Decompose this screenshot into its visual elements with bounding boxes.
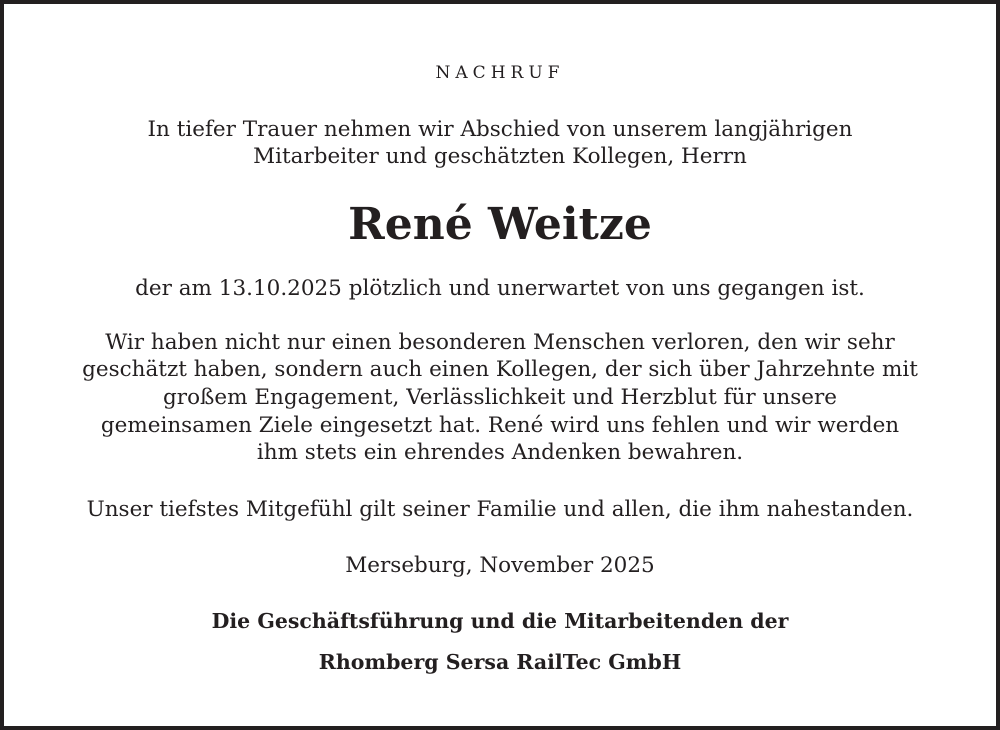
place-date: Merseburg, November 2025: [345, 553, 655, 578]
date-line: der am 13.10.2025 plötzlich und unerwartet von uns gegangen ist.: [135, 276, 865, 301]
body-line-5: ihm stets ein ehrendes Andenken bewahren.: [256, 440, 744, 465]
body-line-2: geschätzt haben, sondern auch einen Kollegen, der sich über Jahrzehnte mit: [82, 357, 918, 382]
body-line-4: gemeinsamen Ziele eingesetzt hat. René wird uns fehlen und wir werden: [100, 413, 900, 438]
intro-line-2: Mitarbeiter und geschätzten Kollegen, Herrn: [253, 144, 747, 169]
condolence-line: Unser tiefstes Mitgefühl gilt seiner Familie und allen, die ihm nahestanden.: [86, 497, 914, 522]
signature-company: Rhomberg Sersa RailTec GmbH: [318, 650, 682, 674]
signature-line-1: Die Geschäftsführung und die Mitarbeitenden der: [211, 609, 789, 633]
body-line-1: Wir haben nicht nur einen besonderen Menschen verloren, den wir sehr: [105, 330, 895, 355]
intro-line-1: In tiefer Trauer nehmen wir Abschied von unserem langjährigen: [147, 117, 853, 142]
notice-heading: NACHRUF: [435, 63, 565, 83]
deceased-name: René Weitze: [348, 199, 652, 250]
body-line-3: großem Engagement, Verlässlichkeit und Herzblut für unsere: [163, 385, 837, 410]
